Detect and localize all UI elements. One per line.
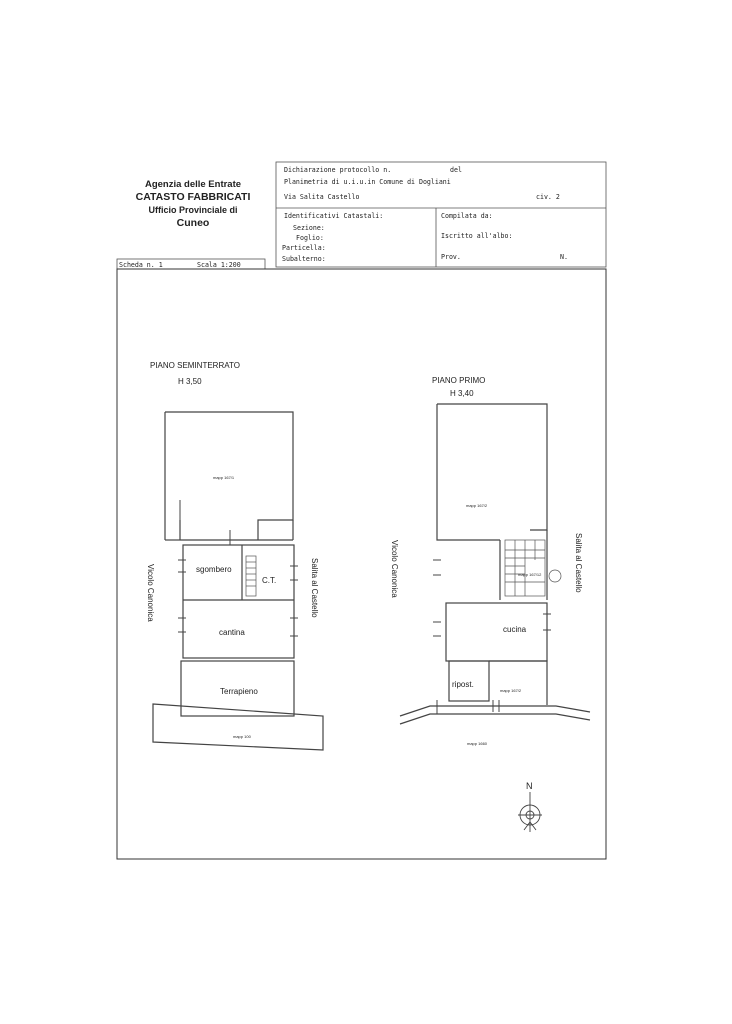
mapp-167-2-side: mapp 167/2 [500,688,522,693]
civic-number: civ. 2 [536,193,560,201]
street-vicolo-left: Vicolo Canonica [146,564,155,622]
office-label: Ufficio Provinciale di [148,205,238,215]
plan-left-title: PIANO SEMINTERRATO [150,361,240,370]
street-salita-left: Salita al Castello [310,558,319,618]
plan-seminterrato [146,361,323,750]
address-text: Via Salita Castello [284,193,360,201]
subalterno-label: Subalterno: [282,255,326,263]
room-cantina: cantina [219,628,245,637]
room-ripostiglio: ripost. [452,680,474,689]
scale-label: Scala 1:200 [197,261,241,269]
room-terrapieno: Terrapieno [220,687,258,696]
catasto-title: CATASTO FABBRICATI [135,191,251,203]
plan-right-title: PIANO PRIMO [432,376,486,385]
plan-primo [390,376,590,746]
protocol-del: del [450,166,462,174]
number-label: N. [560,253,568,261]
street-vicolo-right: Vicolo Canonica [390,540,399,598]
protocol-label: Dichiarazione protocollo n. [284,166,392,174]
mapp-100: mapp 100 [233,734,251,739]
mapp-167-2: mapp 167/2 [466,503,488,508]
sezione-label: Sezione: [293,224,325,232]
scheda-label: Scheda n. 1 [119,261,163,269]
compass-north-label: N [526,781,533,791]
mapp-1660: mapp 1660 [467,741,488,746]
office-city: Cuneo [176,217,210,229]
room-sgombero: sgombero [196,565,232,574]
drawing-frame [117,269,606,859]
planimetry-text: Planimetria di u.i.u.in Comune di Dogliani [284,178,451,186]
header-frame [117,162,606,269]
north-compass-icon [518,792,542,832]
plan-right-height: H 3,40 [450,389,474,398]
foglio-label: Foglio: [296,234,324,242]
mapp-167-1: mapp 167/1 [213,475,235,480]
registered-label: Iscritto all'albo: [441,232,513,240]
room-ct: C.T. [262,576,277,585]
agency-name: Agenzia delle Entrate [144,179,242,190]
mapp-167-12: mapp 167/12 [518,572,542,577]
street-salita-right: Salita al Castello [574,533,583,593]
room-cucina: cucina [503,625,527,634]
compiled-by-label: Compilata da: [441,212,493,220]
particella-label: Particella: [282,244,326,252]
plan-left-height: H 3,50 [178,377,202,386]
prov-label: Prov. [441,253,461,261]
identifiers-title: Identificativi Catastali: [284,212,384,220]
